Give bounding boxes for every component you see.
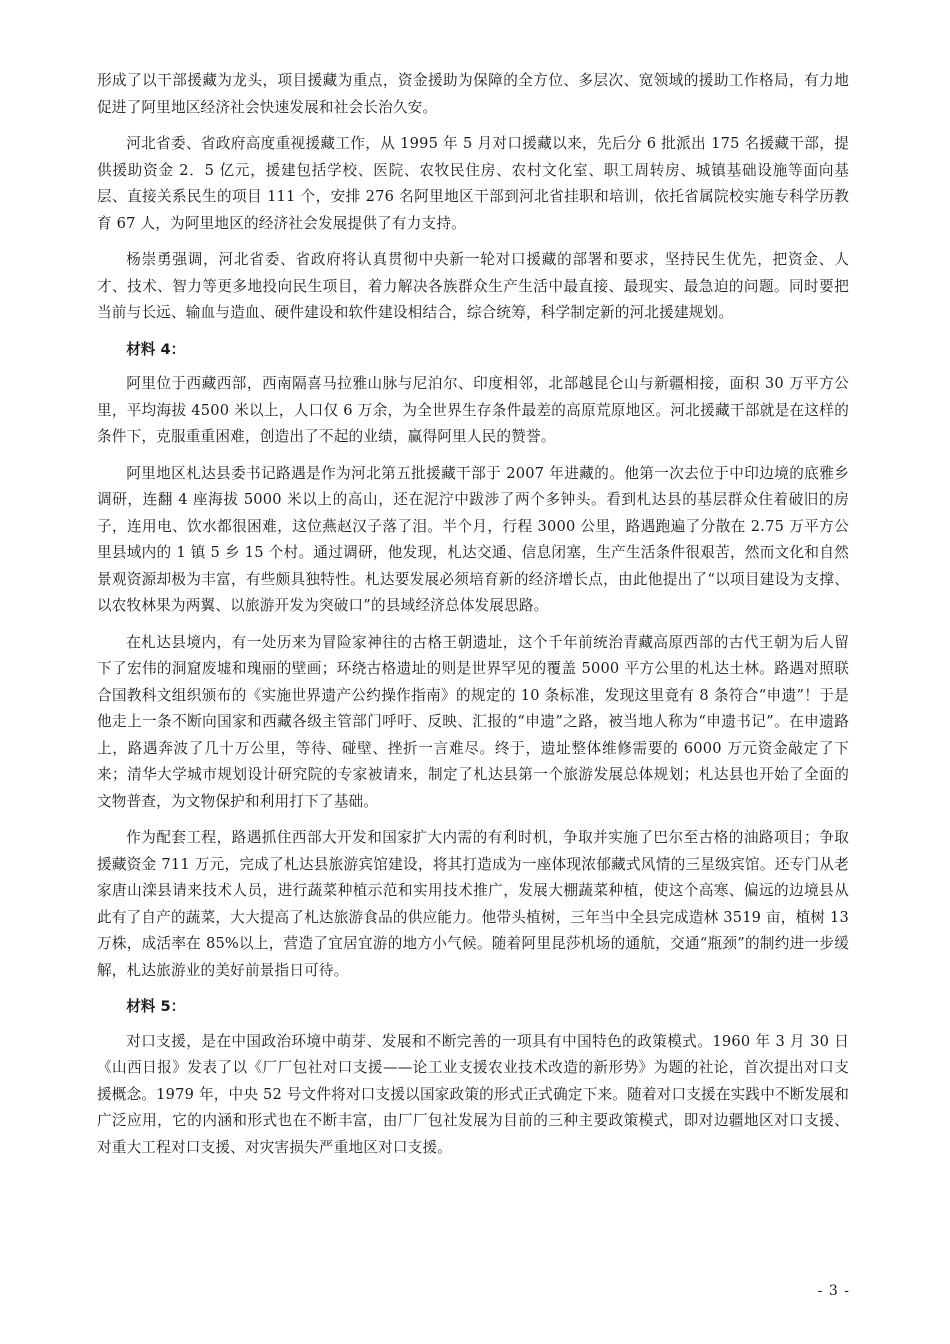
heading-material-5: 材料 5： xyxy=(126,998,186,1015)
paragraph-luyu-research: 阿里地区札达县委书记路遇是作为河北第五批援藏干部于 2007 年进藏的。他第一次去位于中印边境的底雅乡调研，连翻 4 座海拔 5000 米以上的高山，还在泥泞中跋涉了两个多钟头。看到札达县的基层群众住着破旧的房子，连用电、饮水都很困难，这位燕赵汉子落了泪。半个月，行程 3000 公里，路遇跑遍了分散在 2.75 万平方公里县域内的 1 镇 5 乡 15 个村。通过调研，他发现，札达交通、信息闭塞，生产生活条件很艰苦，然而文化和自然景观资源却极为丰富，有些颇具独特性。札达要发展必须培育新的经济增长点，由此他提出了“以项目建设为支撑、以农牧林果为两翼、以旅游开发为突破口”的县域经济总体发展思路。 xyxy=(97,464,849,614)
paragraph-continuation: 形成了以干部援藏为龙头，项目援藏为重点，资金援助为保障的全方位、多层次、宽领域的援助工作格局，有力地促进了阿里地区经济社会快速发展和社会长治久安。 xyxy=(97,72,849,116)
paragraph-guge-heritage: 在札达县境内，有一处历来为冒险家神往的古格王朝遗址，这个千年前统治青藏高原西部的古代王朝为后人留下了宏伟的洞窟废墟和瑰丽的壁画；环绕古格遗址的则是世界罕见的覆盖 5000 平方公里的札达土林。路遇对照联合国教科文组织颁布的《实施世界遗产公约操作指南》的规定的 10 条标准，发现这里竟有 8 条符合“申遗”！于是他走上一条不断向国家和西藏各级主管部门呼吁、反映、汇报的“申遗”之路，被当地人称为“申遗书记”。在申遗路上，路遇奔波了几十万公里，等待、碰壁、挫折一言难尽。终于，遗址整体维修需要的 6000 万元资金敲定了下来；清华大学城市规划设计研究院的专家被请来，制定了札达县第一个旅游发展总体规划；札达县也开始了全面的文物普查，为文物保护和利用打下了基础。 xyxy=(97,633,849,810)
paragraph-yang-chongyong: 杨崇勇强调，河北省委、省政府将认真贯彻中央新一轮对口援藏的部署和要求，坚持民生优先，把资金、人才、技术、智力等更多地投向民生项目，着力解决各族群众生产生活中最直接、最现实、最急迫的问题。同时要把当前与长远、输血与造血、硬件建设和软件建设相结合，综合统筹，科学制定新的河北援建规划。 xyxy=(97,251,849,321)
paragraph-paired-assistance: 对口支援，是在中国政治环境中萌芽、发展和不断完善的一项具有中国特色的政策模式。1960 年 3 月 30 日《山西日报》发表了以《厂厂包社对口支援——论工业支援农业技术改造的新形势》为题的社论，首次提出对口支援概念。1979 年，中央 52 号文件将对口支援以国家政策的形式正式确定下来。随着对口支援在实践中不断发展和广泛应用，它的内涵和形式也在不断丰富，由厂厂包社发展为目前的三种主要政策模式，即对边疆地区对口支援、对重大工程对口支援、对灾害损失严重地区对口支援。 xyxy=(97,1032,849,1156)
paragraph-ali-overview: 阿里位于西藏西部，西南隔喜马拉雅山脉与尼泊尔、印度相邻，北部越昆仑山与新疆相接，面积 30 万平方公里，平均海拔 4500 米以上，人口仅 6 万余，为全世界生存条件最差的高原荒原地区。河北援藏干部就是在这样的条件下，克服重重困难，创造出了不起的业绩，赢得阿里人民的赞誉。 xyxy=(97,375,849,445)
document-page xyxy=(97,68,849,1171)
paragraph-supporting-projects: 作为配套工程，路遇抓住西部大开发和国家扩大内需的有利时机，争取并实施了巴尔至古格的油路项目；争取援藏资金 711 万元，完成了札达县旅游宾馆建设，将其打造成为一座体现浓郁藏式风情的三星级宾馆。还专门从老家唐山滦县请来技术人员，进行蔬菜种植示范和实用技术推广，发展大棚蔬菜种植，使这个高寒、偏远的边境县从此有了自产的蔬菜，大大提高了札达旅游食品的供应能力。他带头植树，三年当中全县完成造林 3519 亩，植树 13 万株，成活率在 85%以上，营造了宜居宜游的地方小气候。随着阿里昆莎机场的通航，交通“瓶颈”的制约进一步缓解，札达旅游业的美好前景指日可待。 xyxy=(97,829,849,979)
paragraph-hebei-aid: 河北省委、省政府高度重视援藏工作，从 1995 年 5 月对口援藏以来，先后分 6 批派出 175 名援藏干部，提供援助资金 2．5 亿元，援建包括学校、医院、农牧民住房、农村文化室、职工周转房、城镇基础设施等面向基层、直接关系民生的项目 111 个，安排 276 名阿里地区干部到河北省挂职和培训，依托省属院校实施专科学历教育 67 人，为阿里地区的经济社会发展提供了有力支持。 xyxy=(97,135,849,232)
heading-material-4: 材料 4： xyxy=(126,340,186,358)
page-number: - 3 - xyxy=(817,1283,850,1299)
